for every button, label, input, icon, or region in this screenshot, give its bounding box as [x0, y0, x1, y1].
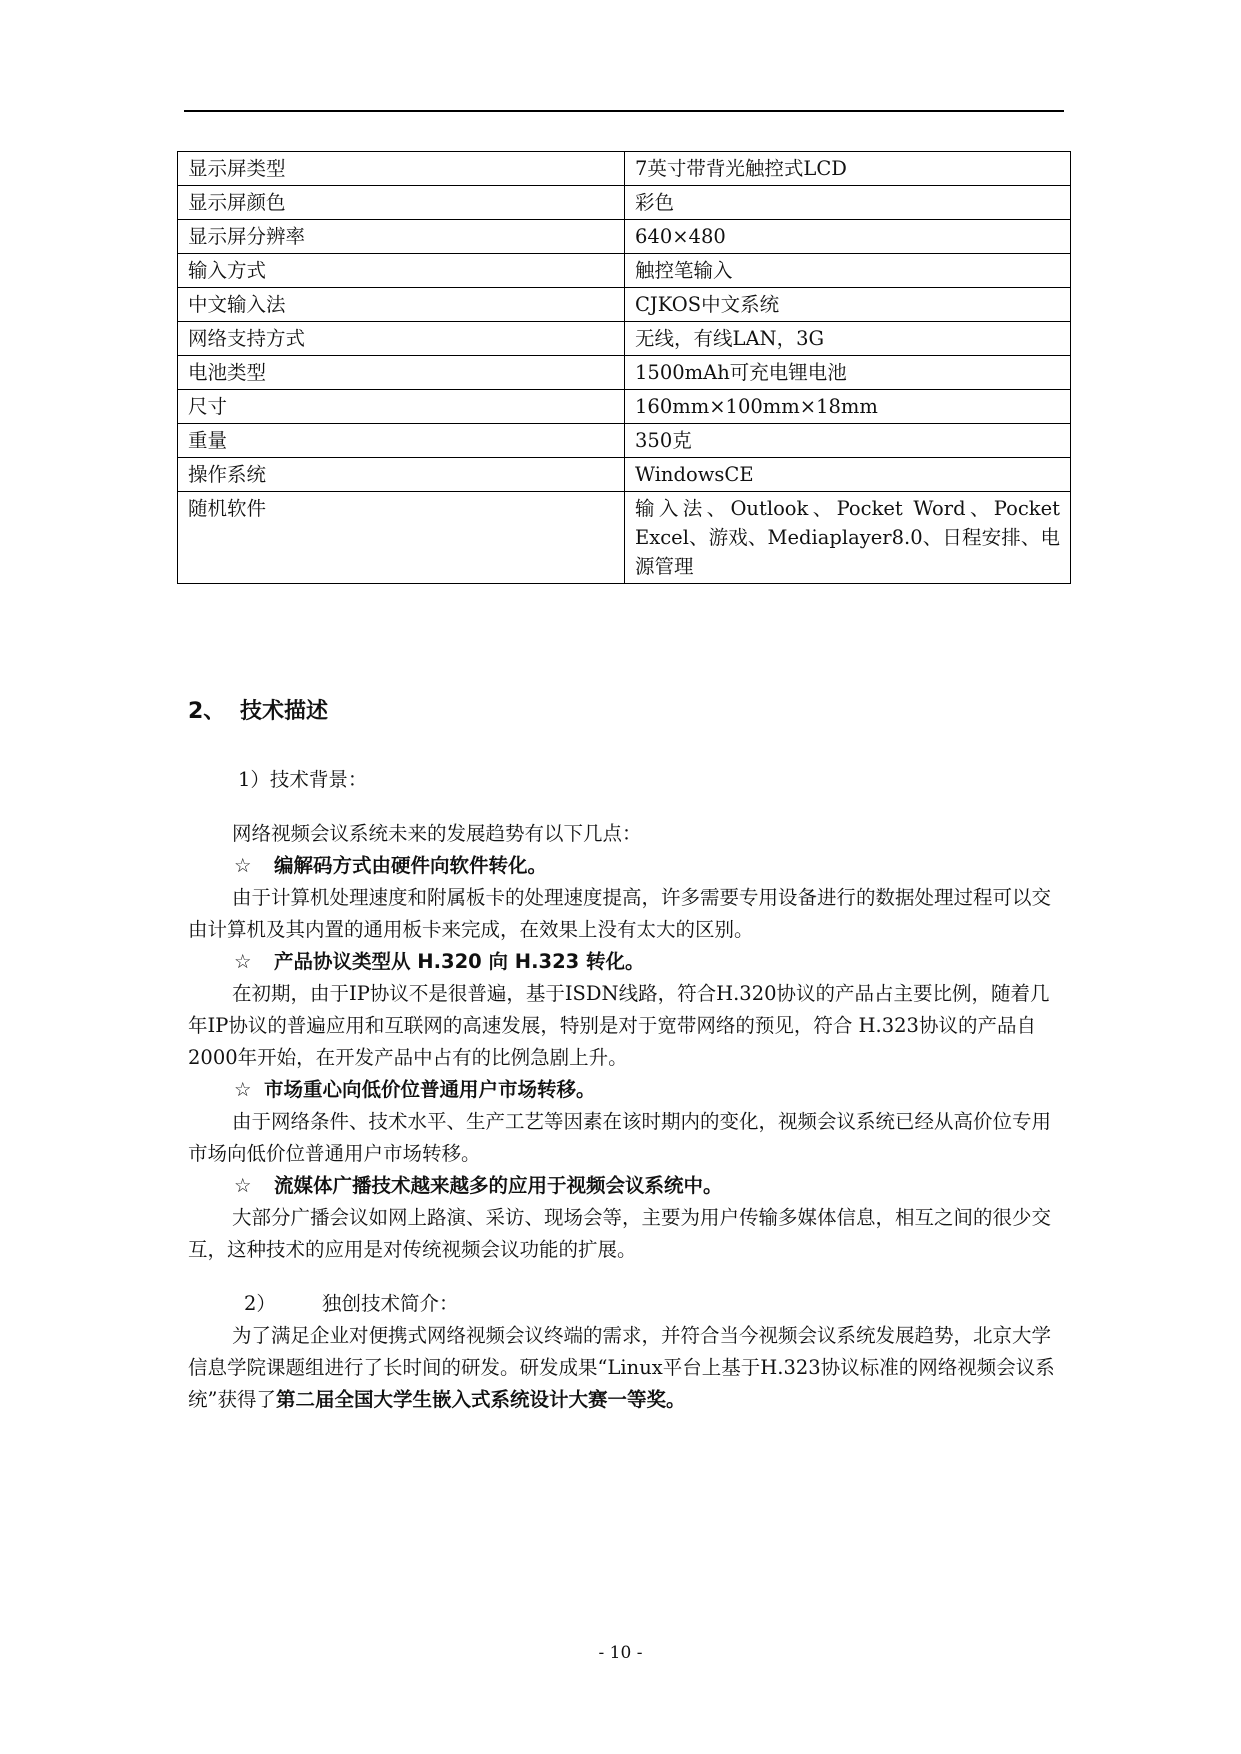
- spec-key: 显示屏颜色: [178, 186, 625, 220]
- star-icon: ☆: [234, 950, 252, 973]
- table-row: [178, 356, 1071, 390]
- table-row: [178, 458, 1071, 492]
- star-icon: ☆: [234, 854, 252, 877]
- spec-key: 显示屏分辨率: [178, 220, 625, 254]
- subsection-2-label: 2） 独创技术简介：: [244, 1292, 459, 1315]
- table-row: [178, 186, 1071, 220]
- table-row: [178, 424, 1071, 458]
- spec-key: 重量: [178, 424, 625, 458]
- trend-2-text: 在初期，由于IP协议不是很普遍，基于ISDN线路，符合H.320协议的产品占主要比例，随着几年IP协议的普遍应用和互联网的高速发展，特别是对于宽带网络的预见，符合 H.323协议的产品自2000年开始，在开发产品中占有的比例急剧上升。: [188, 982, 1050, 1069]
- spec-key: 输入方式: [178, 254, 625, 288]
- star-icon: ☆: [234, 1174, 252, 1197]
- spec-value: 彩色: [625, 186, 1071, 220]
- spec-key: 电池类型: [178, 356, 625, 390]
- trend-1-text: 由于计算机处理速度和附属板卡的处理速度提高，许多需要专用设备进行的数据处理过程可以交由计算机及其内置的通用板卡来完成，在效果上没有太大的区别。: [188, 886, 1052, 941]
- table-row: [178, 390, 1071, 424]
- spec-value: 350克: [625, 424, 1071, 458]
- spec-value: WindowsCE: [625, 458, 1071, 492]
- spec-value: 无线，有线LAN，3G: [625, 322, 1071, 356]
- award-text: 第二届全国大学生嵌入式系统设计大赛一等奖。: [275, 1388, 686, 1411]
- trends-intro: 网络视频会议系统未来的发展趋势有以下几点：: [232, 822, 642, 845]
- spec-value: 输入法、Outlook、Pocket Word、Pocket Excel、游戏、Mediaplayer8.0、日程安排、电源管理: [625, 492, 1071, 584]
- table-row: [178, 322, 1071, 356]
- section-body: [188, 764, 1060, 1416]
- subsection-1-label: 1）技术背景：: [238, 768, 368, 791]
- section-title: [188, 694, 328, 725]
- subsection-2-text: 为了满足企业对便携式网络视频会议终端的需求，并符合当今视频会议系统发展趋势，北京大学信息学院课题组进行了长时间的研发。研发成果“Linux平台上基于H.323协议标准的网络视频会议系统”获得了第二届全国大学生嵌入式系统设计大赛一等奖。: [188, 1324, 1055, 1411]
- trend-3-text: 由于网络条件、技术水平、生产工艺等因素在该时期内的变化，视频会议系统已经从高价位专用市场向低价位普通用户市场转移。: [188, 1110, 1052, 1165]
- table-row: [178, 254, 1071, 288]
- spec-key: 显示屏类型: [178, 152, 625, 186]
- trend-1-heading: ☆ 编解码方式由硬件向软件转化。: [188, 850, 1060, 882]
- spec-key: 中文输入法: [178, 288, 625, 322]
- section-number: 2、: [188, 699, 226, 724]
- header-rule: [184, 110, 1064, 112]
- trend-3-heading: ☆ 市场重心向低价位普通用户市场转移。: [188, 1074, 1060, 1106]
- trend-2-heading: ☆ 产品协议类型从 H.320 向 H.323 转化。: [188, 946, 1060, 978]
- table-row: [178, 492, 1071, 584]
- trend-4-heading: ☆ 流媒体广播技术越来越多的应用于视频会议系统中。: [188, 1170, 1060, 1202]
- spec-key: 尺寸: [178, 390, 625, 424]
- page-number: - 10 -: [598, 1643, 643, 1663]
- section-title-text: 技术描述: [240, 699, 329, 724]
- spec-key: 操作系统: [178, 458, 625, 492]
- spec-value: 触控笔输入: [625, 254, 1071, 288]
- table-row: [178, 220, 1071, 254]
- star-icon: ☆: [234, 1078, 252, 1101]
- spec-value: 1500mAh可充电锂电池: [625, 356, 1071, 390]
- trend-4-text: 大部分广播会议如网上路演、采访、现场会等，主要为用户传输多媒体信息，相互之间的很少交互，这种技术的应用是对传统视频会议功能的扩展。: [188, 1206, 1052, 1261]
- table-row: [178, 152, 1071, 186]
- spec-table: [177, 151, 1071, 584]
- spec-key: 随机软件: [178, 492, 625, 584]
- spec-key: 网络支持方式: [178, 322, 625, 356]
- spec-value: 7英寸带背光触控式LCD: [625, 152, 1071, 186]
- spec-value: 640×480: [625, 220, 1071, 254]
- spec-value: 160mm×100mm×18mm: [625, 390, 1071, 424]
- spec-value: CJKOS中文系统: [625, 288, 1071, 322]
- table-row: [178, 288, 1071, 322]
